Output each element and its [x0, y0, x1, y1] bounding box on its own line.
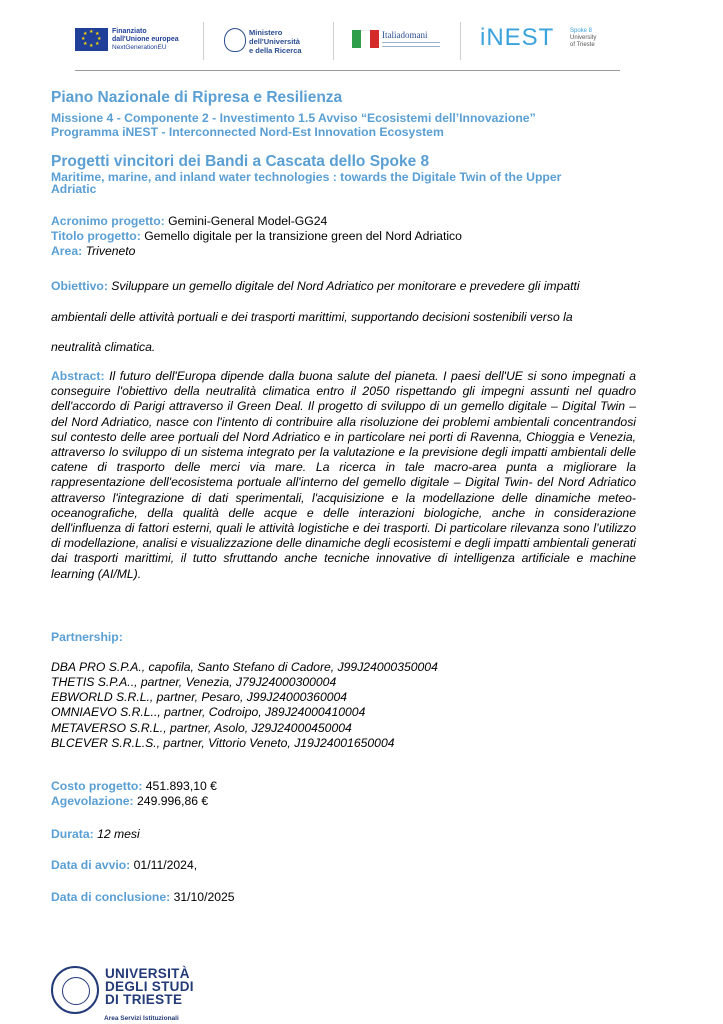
acronym-label: Acronimo progetto: [51, 214, 165, 228]
start-row [51, 858, 197, 872]
spoke-subtitle-line1: Maritime, marine, and inland water technologies : towards the Digitale Twin of the Upper [51, 170, 562, 184]
cost-row [51, 779, 217, 793]
header-rule [75, 70, 620, 71]
duration-value: 12 mesi [97, 827, 140, 841]
abstract-text: Il futuro dell'Europa dipende dalla buona salute del pianeta. I paesi dell'UE si sono impegnati a conseguire l'obiettivo della neutralità climatica entro il 2050 rispettando gli impegni assunti nel quadro dell'accordo di Parigi attraverso il Green Deal. Il progetto di sviluppo di un gemello digitale – Digital Twin – del Nord Adriatico, nasce con l'intento di contribuire alla risoluzione dei problemi ambientali concentrandosi sul contesto delle aree portuali del Nord Adriatico e in particolare nei porti di Ravenna, Chioggia e Venezia, attraverso lo sviluppo di un sistema integrato per la valutazione e la previsione degli impatti ambientali delle catene di trasporto delle merci via mare. La ricerca in tale macro-area punta a migliorare la rappresentazione dell'ecosistema portuale all'interno del gemello digitale – Digital Twin- del Nord Adriatico attraverso l'integrazione di dati sperimentali, l'acquisizione e la modellazione delle dinamiche meteo-oceanografiche, della qualità delle acque e delle interazioni biologiche, anche in considerazione dell'influenza di fattori esterni, quali le attività logistiche e dei trasporti. Di particolare rilevanza sono l’utilizzo di modellazione, analisi e visualizzazione delle dinamiche degli ecosistemi e degli impatti ambientali generati dai trasporti marittimi, il tutto sfruttando anche tecniche innovative di intelligenza artificiale e machine learning (AI/ML). [51, 369, 636, 581]
duration-row [51, 827, 140, 841]
objective-label: Obiettivo: [51, 279, 108, 293]
partner-item: EBWORLD S.R.L., partner, Pesaro, J99J24000360004 [51, 690, 348, 704]
cost-value: 451.893,10 € [145, 779, 217, 793]
eu-logo-text: Finanziato dall'Unione europea NextGenerationEU [112, 28, 179, 51]
grant-value: 249.996,86 € [137, 794, 209, 808]
end-label: Data di conclusione: [51, 890, 171, 904]
italiadomani-subline [382, 42, 440, 47]
start-label: Data di avvio: [51, 858, 131, 872]
header-logos [75, 18, 620, 68]
acronym-value: Gemini-General Model-GG24 [168, 214, 328, 228]
abstract-label: Abstract: [51, 369, 105, 383]
partner-item: DBA PRO S.P.A., capofila, Santo Stefano di Cadore, J99J24000350004 [51, 660, 438, 674]
university-name: UNIVERSITÀ DEGLI STUDI DI TRIESTE [105, 966, 194, 1007]
objective-line-2: ambientali delle attività portuali e dei trasporti marittimi, supportando decisioni sostenibili verso la [51, 310, 573, 324]
partner-item: METAVERSO S.R.L., partner, Asolo, J29J24000450004 [51, 721, 352, 735]
partner-item: BLCEVER S.R.L.S., partner, Vittorio Veneto, J19J24001650004 [51, 736, 395, 750]
republic-emblem-icon [224, 28, 246, 52]
divider [460, 22, 461, 60]
italiadomani-logo-text: Italiadomani [382, 30, 428, 40]
objective-line-3: neutralità climatica. [51, 340, 156, 354]
mur-logo-text: Ministero dell'Università e della Ricerca [249, 28, 302, 55]
area-row [51, 244, 135, 258]
area-label: Area: [51, 244, 83, 258]
eu-flag-icon: ★ ★ ★ ★ ★ ★ ★ ★ [75, 28, 108, 51]
projects-title: Progetti vincitori dei Bandi a Cascata dello Spoke 8 [51, 153, 430, 170]
cost-label: Costo progetto: [51, 779, 143, 793]
acronym-row [51, 214, 327, 228]
mission-line: Missione 4 - Componente 2 - Investimento 1.5 Avviso “Ecosistemi dell’Innovazione” [51, 111, 536, 125]
objective-line-1: Obiettivo: Sviluppare un gemello digitale del Nord Adriatico per monitorare e prevedere gli impatti [51, 279, 580, 293]
end-row [51, 890, 235, 904]
university-seal-icon [51, 966, 99, 1014]
title-label: Titolo progetto: [51, 229, 141, 243]
divider [203, 22, 204, 60]
spoke-logo-text: Spoke 8 University of Trieste [570, 28, 597, 48]
main-title: Piano Nazionale di Ripresa e Resilienza [51, 89, 343, 106]
partnership-label: Partnership: [51, 630, 123, 644]
title-row [51, 229, 462, 243]
spoke-subtitle-line2: Adriatic [51, 182, 97, 196]
italy-flag-icon [352, 30, 380, 48]
partner-item: OMNIAEVO S.R.L.., partner, Codroipo, J89J24000410004 [51, 705, 366, 719]
duration-label: Durata: [51, 827, 94, 841]
university-area: Area Servizi Istituzionali [104, 1015, 179, 1022]
abstract-paragraph [51, 369, 636, 582]
program-line: Programma iNEST - Interconnected Nord-Est Innovation Ecosystem [51, 125, 444, 139]
grant-row [51, 794, 208, 808]
area-value: Triveneto [85, 244, 136, 258]
partner-item: THETIS S.P.A.., partner, Venezia, J79J24000300004 [51, 675, 337, 689]
inest-logo: iNEST [480, 24, 555, 51]
end-value: 31/10/2025 [173, 890, 235, 904]
grant-label: Agevolazione: [51, 794, 134, 808]
divider [333, 22, 334, 60]
title-value: Gemello digitale per la transizione green del Nord Adriatico [144, 229, 462, 243]
start-value: 01/11/2024, [133, 858, 198, 872]
